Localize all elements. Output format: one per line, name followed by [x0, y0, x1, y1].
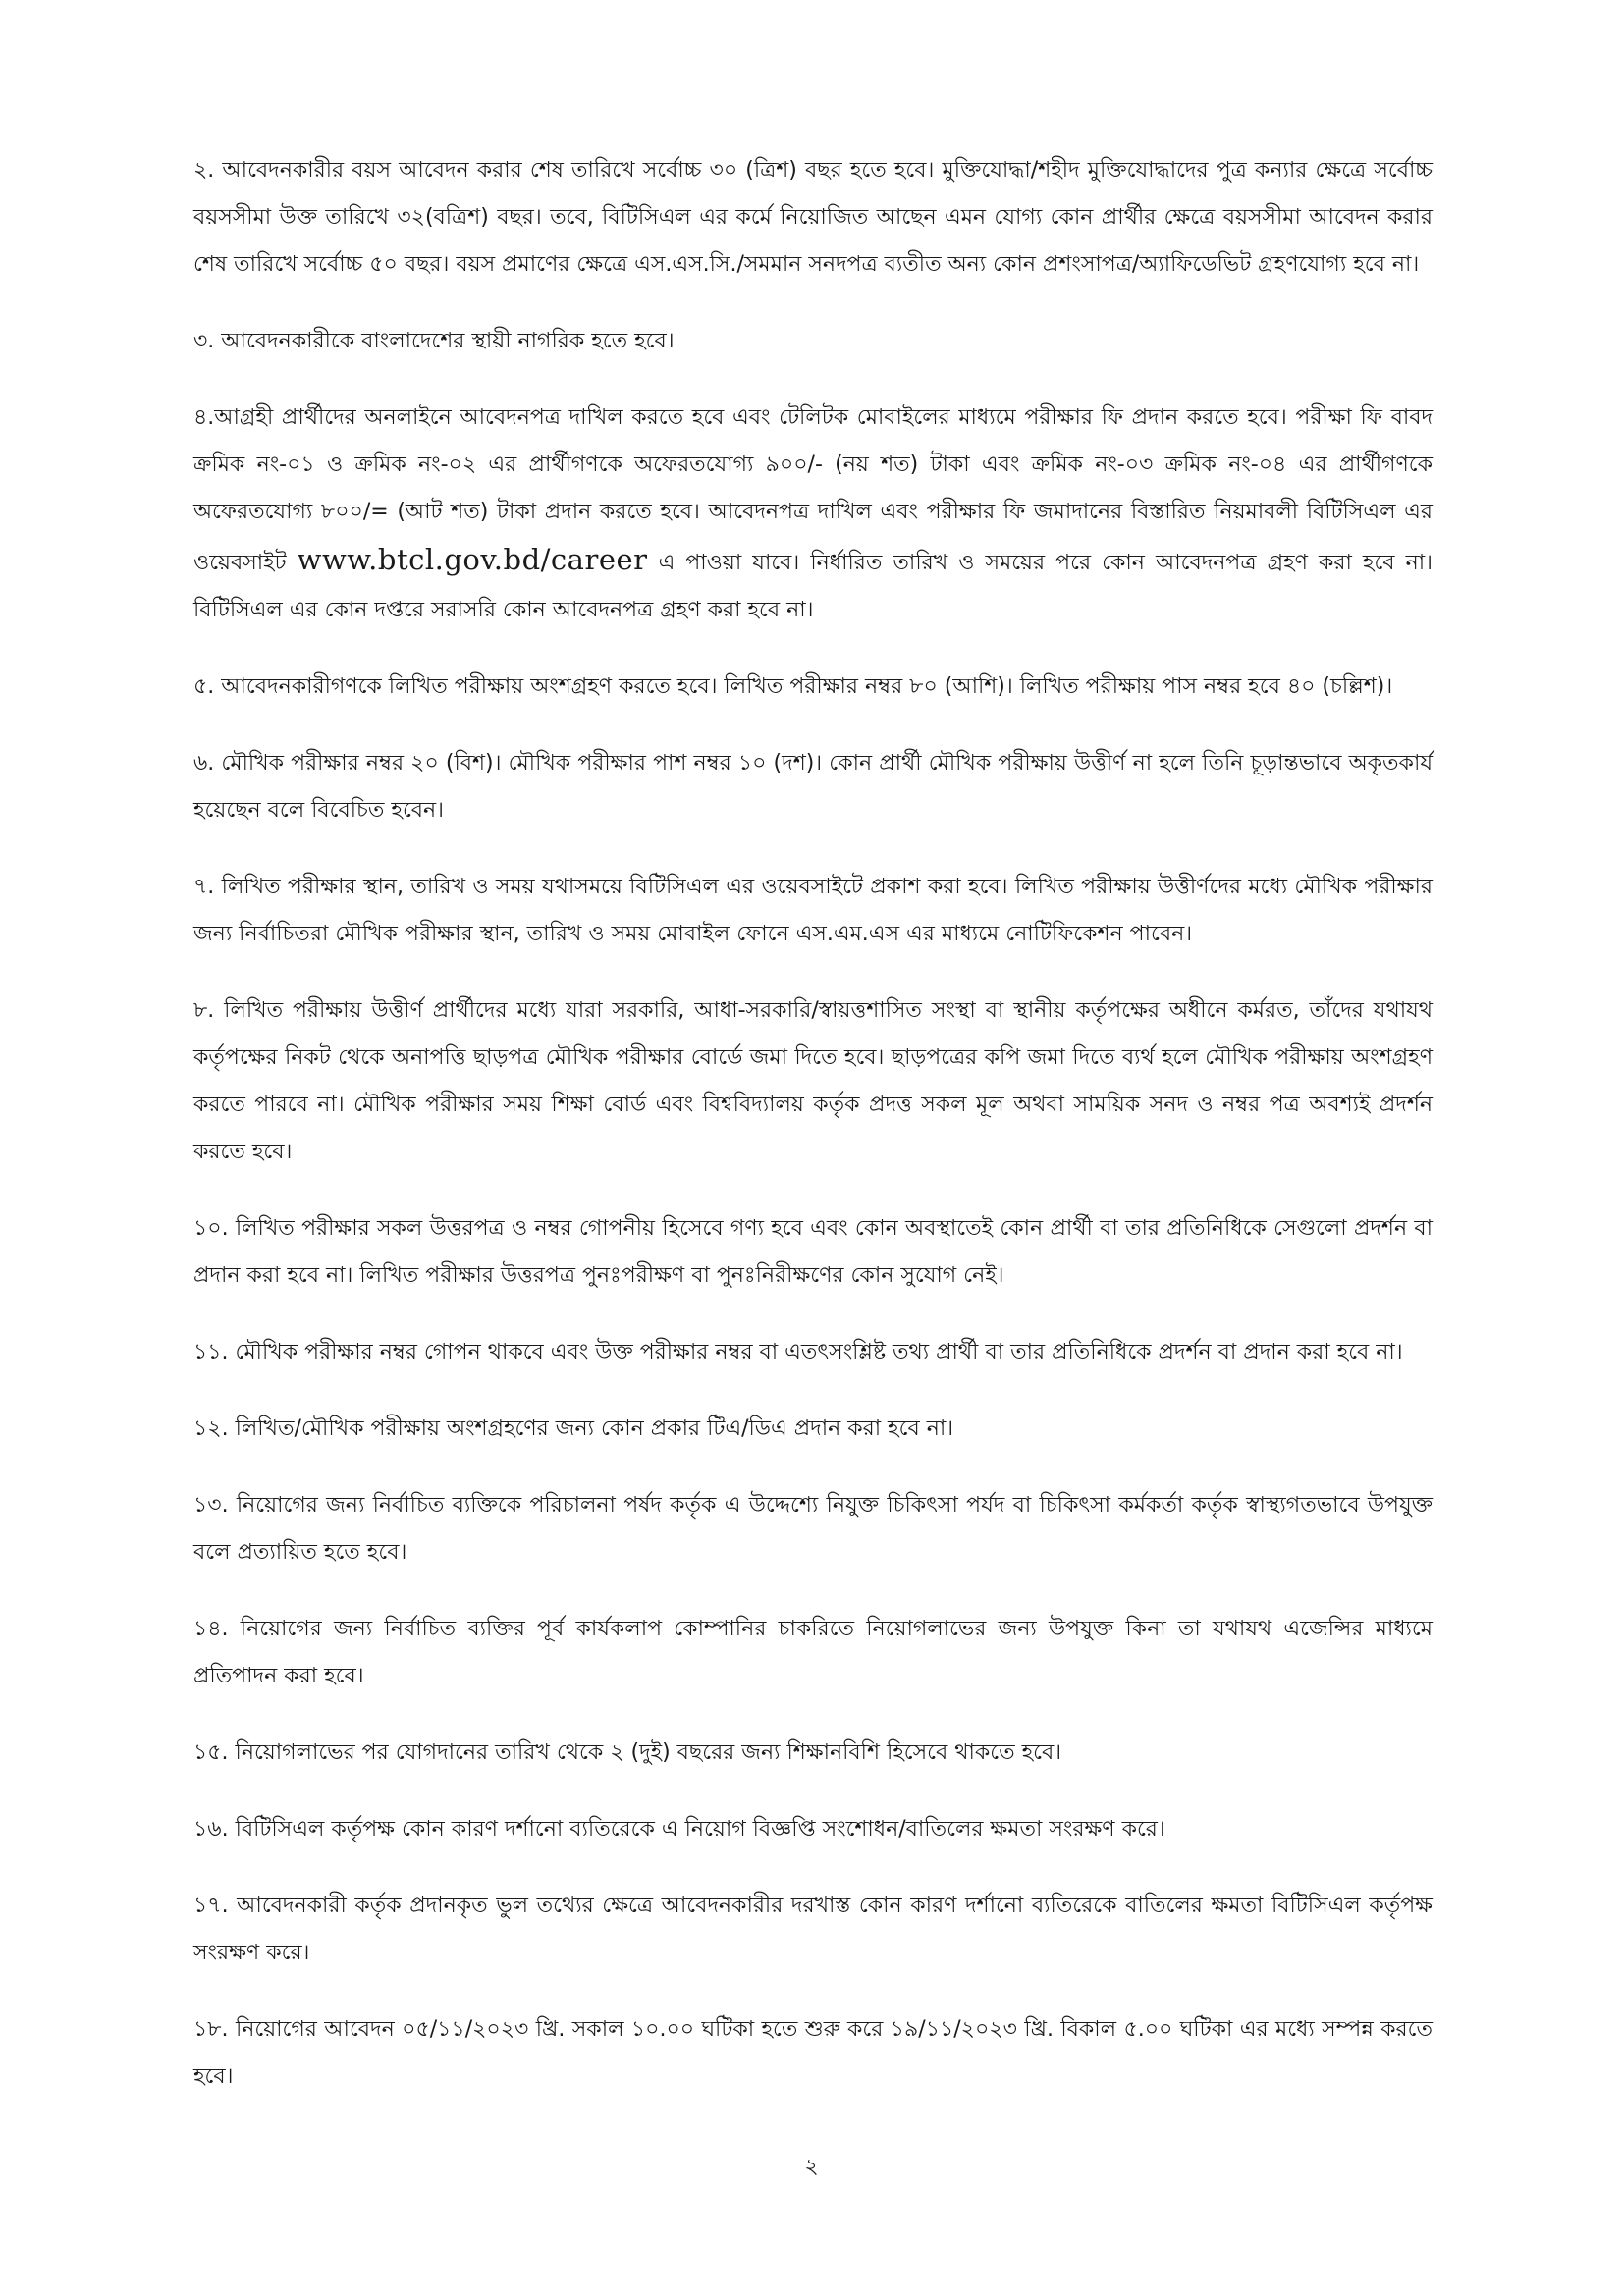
- clause-2-age-limit: ২. আবেদনকারীর বয়স আবেদন করার শেষ তারিখে সর্বোচ্চ ৩০ (ত্রিশ) বছর হতে হবে। মুক্তিযোদ্ধা/শহীদ মুক্তিযোদ্ধাদের পুত্র কন্যার ক্ষেত্রে সর্বোচ্চ বয়সসীমা উক্ত তারিখে ৩২(বত্রিশ) বছর। তবে, বিটিসিএল এর কর্মে নিয়োজিত আছেন এমন যোগ্য কোন প্রার্থীর ক্ষেত্রে বয়সসীমা আবেদন করার শেষ তারিখে সর্বোচ্চ ৫০ বছর। বয়স প্রমাণের ক্ষেত্রে এস.এস.সি./সমমান সনদপত্র ব্যতীত অন্য কোন প্রশংসাপত্র/অ্যাফিডেভিট গ্রহণযোগ্য হবে না।: [193, 158, 1433, 277]
- clause-12-ta-da: ১২. লিখিত/মৌখিক পরীক্ষায় অংশগ্রহণের জন্য কোন প্রকার টিএ/ডিএ প্রদান করা হবে না।: [193, 1416, 954, 1441]
- career-website-link[interactable]: www.btcl.gov.bd/career: [297, 543, 648, 576]
- clause-11-viva-marks: ১১. মৌখিক পরীক্ষার নম্বর গোপন থাকবে এবং উক্ত পরীক্ষার নম্বর বা এতৎসংশ্লিষ্ট তথ্য প্রার্থী বা তার প্রতিনিধিকে প্রদর্শন বা প্রদান করা হবে না।: [193, 1340, 1403, 1364]
- clause-4-text-before-url: ৪.আগ্রহী প্রার্থীদের অনলাইনে আবেদনপত্র দাখিল করতে হবে এবং টেলিটক মোবাইলের মাধ্যমে পরীক্ষার ফি প্রদান করতে হবে। পরীক্ষা ফি বাবদ ক্রমিক নং-০১ ও ক্রমিক নং-০২ এর প্রার্থীগণকে অফেরতযোগ্য ৯০০/- (নয় শত) টাকা এবং ক্রমিক নং-০৩ ক্রমিক নং-০৪ এর প্রার্থীগণকে অফেরতযোগ্য ৮০০/= (আট শত) টাকা প্রদান করতে হবে। আবেদনপত্র দাখিল এবং পরীক্ষার ফি জমাদানের বিস্তারিত নিয়মাবলী বিটিসিএল এর ওয়েবসাইট: [193, 405, 1433, 575]
- clause-18-application-period: ১৮. নিয়োগের আবেদন ০৫/১১/২০২৩ খ্রি. সকাল ১০.০০ ঘটিকা হতে শুরু করে ১৯/১১/২০২৩ খ্রি. বিকাল ৫.০০ ঘটিকা এর মধ্যে সম্পন্ন করতে হবে।: [193, 2017, 1433, 2089]
- clause-13-medical: ১৩. নিয়োগের জন্য নির্বাচিত ব্যক্তিকে পরিচালনা পর্ষদ কর্তৃক এ উদ্দেশ্যে নিযুক্ত চিকিৎসা পর্যদ বা চিকিৎসা কর্মকর্তা কর্তৃক স্বাস্থ্যগতভাবে উপযুক্ত বলে প্রত্যায়িত হতে হবে।: [193, 1493, 1433, 1565]
- clause-6-viva-exam: ৬. মৌখিক পরীক্ষার নম্বর ২০ (বিশ)। মৌখিক পরীক্ষার পাশ নম্বর ১০ (দশ)। কোন প্রার্থী মৌখিক পরীক্ষায় উত্তীর্ণ না হলে তিনি চূড়ান্তভাবে অকৃতকার্য হয়েছেন বলে বিবেচিত হবেন।: [193, 751, 1433, 823]
- clause-5-written-exam: ৫. আবেদনকারীগণকে লিখিত পরীক্ষায় অংশগ্রহণ করতে হবে। লিখিত পরীক্ষার নম্বর ৮০ (আশি)। লিখিত পরীক্ষায় পাস নম্বর হবে ৪০ (চল্লিশ)।: [193, 674, 1393, 699]
- clause-17-false-info: ১৭. আবেদনকারী কর্তৃক প্রদানকৃত ভুল তথ্যের ক্ষেত্রে আবেদনকারীর দরখাস্ত কোন কারণ দর্শানো ব্যতিরেকে বাতিলের ক্ষমতা বিটিসিএল কর্তৃপক্ষ সংরক্ষণ করে।: [193, 1894, 1433, 1965]
- clause-14-verification: ১৪. নিয়োগের জন্য নির্বাচিত ব্যক্তির পূর্ব কার্যকলাপ কোম্পানির চাকরিতে নিয়োগলাভের জন্য উপযুক্ত কিনা তা যথাযথ এজেন্সির মাধ্যমে প্রতিপাদন করা হবে।: [193, 1617, 1433, 1688]
- clause-16-amendment: ১৬. বিটিসিএল কর্তৃপক্ষ কোন কারণ দর্শানো ব্যতিরেকে এ নিয়োগ বিজ্ঞপ্তি সংশোধন/বাতিলের ক্ষমতা সংরক্ষণ করে।: [193, 1817, 1165, 1842]
- clause-8-noc-certificates: ৮. লিখিত পরীক্ষায় উত্তীর্ণ প্রার্থীদের মধ্যে যারা সরকারি, আধা-সরকারি/স্বায়ত্তশাসিত সংস্থা বা স্থানীয় কর্তৃপক্ষের অধীনে কর্মরত, তাঁদের যথাযথ কর্তৃপক্ষের নিকট থেকে অনাপত্তি ছাড়পত্র মৌখিক পরীক্ষার বোর্ডে জমা দিতে হবে। ছাড়পত্রের কপি জমা দিতে ব্যর্থ হলে মৌখিক পরীক্ষায় অংশগ্রহণ করতে পারবে না। মৌখিক পরীক্ষার সময় শিক্ষা বোর্ড এবং বিশ্ববিদ্যালয় কর্তৃক প্রদত্ত সকল মূল অথবা সাময়িক সনদ ও নম্বর পত্র অবশ্যই প্রদর্শন করতে হবে।: [193, 998, 1433, 1164]
- document-body: [193, 147, 1433, 2130]
- clause-4-online-application: [193, 395, 1433, 634]
- clause-3-citizenship: ৩. আবেদনকারীকে বাংলাদেশের স্থায়ী নাগরিক হতে হবে।: [193, 329, 675, 353]
- clause-15-probation: ১৫. নিয়োগলাভের পর যোগদানের তারিখ থেকে ২ (দুই) বছরের জন্য শিক্ষানবিশি হিসেবে থাকতে হবে।: [193, 1740, 1062, 1765]
- clause-10-answer-scripts: ১০. লিখিত পরীক্ষার সকল উত্তরপত্র ও নম্বর গোপনীয় হিসেবে গণ্য হবে এবং কোন অবস্থাতেই কোন প্রার্থী বা তার প্রতিনিধিকে সেগুলো প্রদর্শন বা প্রদান করা হবে না। লিখিত পরীক্ষার উত্তরপত্র পুনঃপরীক্ষণ বা পুনঃনিরীক্ষণের কোন সুযোগ নেই।: [193, 1216, 1433, 1288]
- clause-4-text-after-url: এ পাওয়া যাবে। নির্ধারিত তারিখ ও সময়ের পরে কোন আবেদনপত্র গ্রহণ করা হবে না। বিটিসিএল এর কোন দপ্তরে সরাসরি কোন আবেদনপত্র গ্রহণ করা হবে না।: [193, 551, 1433, 622]
- clause-7-exam-schedule: ৭. লিখিত পরীক্ষার স্থান, তারিখ ও সময় যথাসময়ে বিটিসিএল এর ওয়েবসাইটে প্রকাশ করা হবে। লিখিত পরীক্ষায় উত্তীর্ণদের মধ্যে মৌখিক পরীক্ষার জন্য নির্বাচিতরা মৌখিক পরীক্ষার স্থান, তারিখ ও সময় মোবাইল ফোনে এস.এম.এস এর মাধ্যমে নোটিফিকেশন পাবেন।: [193, 875, 1433, 946]
- page-number: ২: [804, 2155, 819, 2179]
